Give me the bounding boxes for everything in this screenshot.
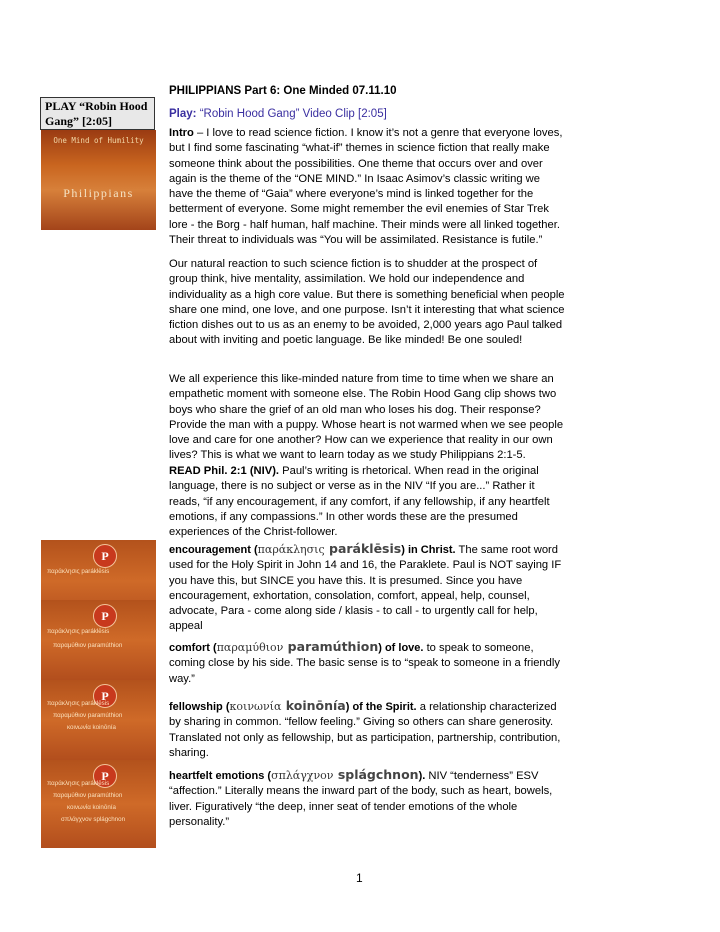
- slide-term: παράκλησις paráklēsis: [47, 568, 110, 575]
- term-paren: (: [250, 544, 258, 556]
- greek-slide-3: [41, 680, 156, 760]
- term-word: comfort: [169, 642, 210, 654]
- sermon-title-slide-image: [41, 130, 156, 230]
- slide-caption: One Mind of Humility: [53, 136, 144, 145]
- term-qualifier: ).: [418, 770, 426, 782]
- paragraph-2-text: Our natural reaction to such science fiction is to shudder at the prospect of group think, hive mentality, assimilation. We hold our independence and individuality as a high core value. But there is something beneficial when people share one mind, one love, and one purpose. Isn’t it interesting that what science fiction dishes out to us as an enemy to be avoided, 2,000 years ago Paul talked about with inviting and poetic language. Be like minded! Be one souled!: [169, 258, 565, 347]
- play-cue-line2: Gang” [2:05]: [45, 114, 112, 128]
- term-heartfelt-emotions: [169, 767, 565, 830]
- term-paren: (: [264, 770, 272, 782]
- read-label: READ Phil. 2:1 (NIV).: [169, 465, 280, 477]
- term-word: fellowship: [169, 701, 223, 713]
- term-paren: (: [222, 701, 230, 713]
- term-definition: The same root word used for the Holy Spirit in John 14 and 16, the Paraklete. Paul is NOT saying IF you have this, but SINCE you have this. It is presumed. Since you have encouragement, exhortation, consolation, comfort, appeal, help, counsel, advocate, Para - come along side / klasis - to call - to urgently call for help, appeal: [169, 544, 562, 633]
- term-greek: παραμύθιον: [216, 641, 284, 654]
- p-badge-icon: P: [93, 764, 117, 788]
- term-encouragement: [169, 541, 565, 635]
- slide-term: παράκλησις paráklēsis: [47, 628, 110, 635]
- term-qualifier: ) of love.: [378, 642, 424, 654]
- play-clip-text: “Robin Hood Gang” Video Clip [2:05]: [199, 108, 387, 120]
- term-transliteration: paráklēsis: [324, 541, 402, 556]
- read-text: Paul’s writing is rhetorical. When read in the original language, there is no subject or verse as in the NIV “If you are...” Rather it reads, “if any encouragement, if any comfort, if any fellowship, if any heartfelt emotions, if any compassions.” In other words these are the presumed experiences of the Christ-follower.: [169, 465, 550, 539]
- term-fellowship: [169, 698, 565, 761]
- intro-paragraph: [169, 126, 565, 248]
- p-badge-icon: P: [93, 544, 117, 568]
- intro-text: – I love to read science fiction. I know it’s not a genre that everyone loves, but I find some fascinating “what-if” themes in science fiction that really make someone think about the possibilities. One theme that occurs over and over again is the theme of the “ONE MIND.” In Isaac Asimov’s classic writing we have the theme of “Gaia” where everyone’s mind is linked together for the betterment of everyone. Some might remember the evil enemies of Star Trek lore - the Borg - half human, half machine. Their minds were all linked together. Their threat to individuals was “You will be assimilated. Resistance is futile.”: [169, 127, 563, 247]
- play-label: Play:: [169, 108, 197, 120]
- greek-slide-2: [41, 600, 156, 680]
- term-word: encouragement: [169, 544, 251, 556]
- slide-term: παραμύθιον paramúthion: [53, 792, 123, 799]
- term-greek: παράκλησις: [257, 543, 325, 556]
- slide-term: παραμύθιον paramúthion: [53, 712, 123, 719]
- paragraph-3-text: We all experience this like-minded nature from time to time when we share an empathetic moment with someone else. The Robin Hood Gang clip shows two boys who share the grief of an old man who loses his dog. Their response? Provide the man with a puppy. Whose heart is not warmed when we see people love and care for one another? How can we experience that reality in our own lives? This is what we want to learn today as we study Philippians 2:1-5.: [169, 373, 564, 462]
- term-greek: σπλάγχνον: [271, 769, 334, 782]
- slide-term: παράκλησις paráklēsis: [47, 780, 110, 787]
- term-paren: (: [209, 642, 217, 654]
- slide-term: παραμύθιον paramúthion: [53, 642, 123, 649]
- term-transliteration: paramúthion: [283, 639, 379, 654]
- slide-term: παράκλησις paráklēsis: [47, 700, 110, 707]
- term-definition: NIV “tenderness” ESV “affection.” Literally means the inward part of the body, such as heart, bowels, liver. Figuratively “the deep, inner seat of tender emotions of the whole personality.”: [169, 770, 553, 828]
- term-word: heartfelt emotions: [169, 770, 265, 782]
- read-paragraph: [169, 464, 565, 540]
- paragraph-3: [169, 372, 565, 464]
- term-transliteration: koinōnía: [281, 698, 346, 713]
- term-qualifier: ) in Christ.: [401, 544, 456, 556]
- p-badge-icon: P: [93, 604, 117, 628]
- term-comfort: [169, 639, 565, 687]
- greek-slide-4: [41, 760, 156, 848]
- term-qualifier: ) of the Spirit.: [345, 701, 417, 713]
- intro-label: Intro: [169, 127, 194, 139]
- document-title: PHILIPPIANS Part 6: One Minded 07.11.10: [169, 85, 397, 97]
- slide-term: κοινωνία koinōnía: [67, 804, 116, 811]
- play-cue-line1: PLAY “Robin Hood: [45, 99, 148, 113]
- slide-term: σπλάγχνον splágchnon: [61, 816, 126, 823]
- play-instruction: [169, 108, 387, 120]
- term-transliteration: splágchnon: [333, 767, 419, 782]
- term-definition: to speak to someone, coming close by his side. The basic sense is to “speak to someone in a friendly way.”: [169, 642, 560, 685]
- slide-series-title: Philippians: [63, 186, 134, 200]
- page-number: 1: [356, 871, 363, 885]
- p-badge-icon: P: [93, 684, 117, 708]
- slide-term: κοινωνία koinōnía: [67, 724, 116, 731]
- paragraph-2: [169, 257, 565, 349]
- play-cue-box: [40, 97, 155, 130]
- term-greek: κοινωνία: [229, 700, 282, 713]
- term-definition: a relationship characterized by sharing in common. “fellow feeling.” Giving so others can share generosity. Translated not only as fellowship, but as participation, partnership, contribution, sharing.: [169, 701, 561, 759]
